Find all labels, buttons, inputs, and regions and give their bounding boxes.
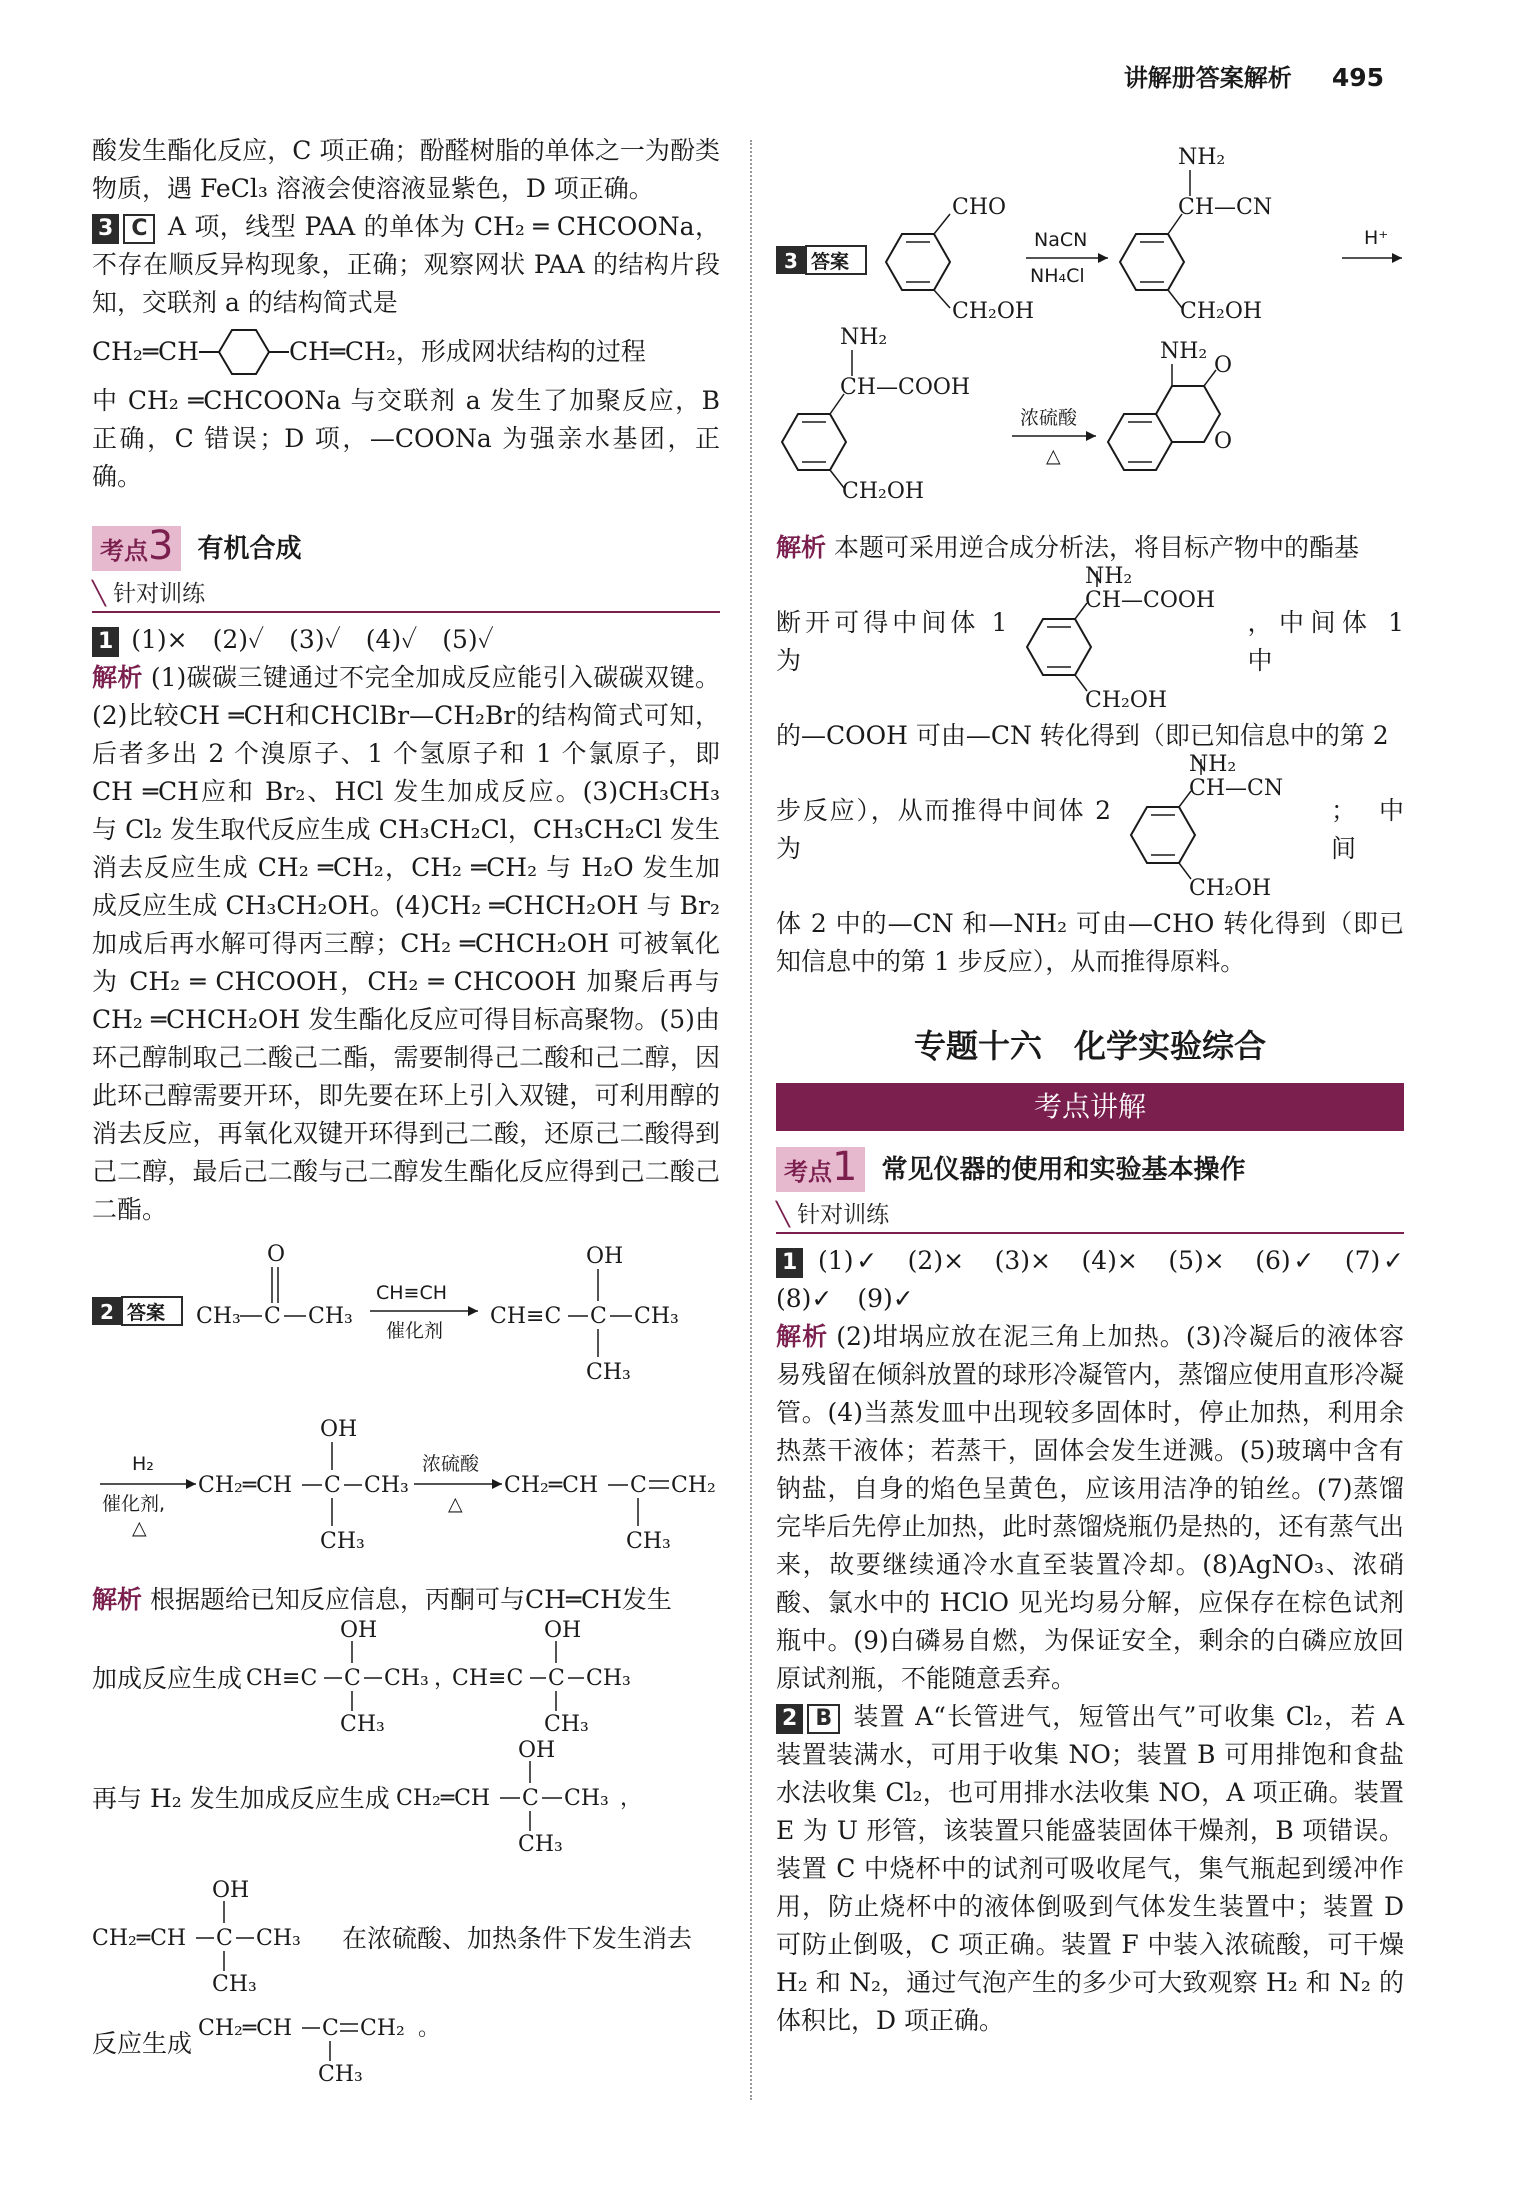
crosslinker-formula	[92, 322, 720, 382]
question-number: 1	[92, 627, 119, 657]
svg-text:浓硫酸: 浓硫酸	[1020, 407, 1078, 429]
intermediate-2-structure	[1111, 752, 1331, 905]
svg-text:CH₂═CH: CH₂═CH	[198, 2016, 293, 2041]
svg-text:OH: OH	[517, 1738, 555, 1763]
svg-text:H₂: H₂	[132, 1453, 154, 1475]
explanation-formulas-2: 再与 H₂ 发生加成反应生成 CH₂═CH C OH CH₃ CH₃ ，	[92, 1739, 720, 1859]
benzene-ring-icon	[199, 326, 289, 378]
header-title: 讲解册答案解析	[1123, 64, 1292, 92]
question-2-answer	[92, 1239, 720, 1581]
svg-text:OH: OH	[544, 1618, 582, 1643]
kaodian-tag: 考点3	[92, 526, 181, 571]
svg-text:答案: 答案	[811, 251, 850, 273]
section-title: 有机合成	[197, 533, 302, 564]
svg-text:CH₂═CH: CH₂═CH	[92, 1926, 187, 1951]
svg-text:△: △	[448, 1493, 463, 1515]
svg-text:CH—CN: CH—CN	[1178, 195, 1273, 220]
intermediate-2-line: 步反应），从而推得中间体 2 为 CH—CN NH₂ CH₂OH ；中间	[776, 755, 1404, 905]
question-text: A 项，线型 PAA 的单体为 CH₂ ═ CHCOONa，不存在顺反异构现象，正确；观察网状 PAA 的结构片段知，交联剂 a 的结构简式是	[92, 212, 720, 317]
svg-text:。: 。	[418, 2016, 441, 2041]
question-1-answers: 1 (1)× (2)✓ (3)✓ (4)✓ (5)✓	[92, 621, 720, 659]
svg-text:OH: OH	[586, 1244, 624, 1269]
synthesis-route	[776, 118, 1404, 518]
formula-left: CH₂═CH	[92, 337, 199, 366]
svg-text:NH₂: NH₂	[1160, 339, 1208, 364]
question-3-block	[92, 208, 720, 322]
svg-text:浓硫酸: 浓硫酸	[422, 1453, 480, 1475]
explanation-formulas-4: 反应生成 CH₂═CH C CH₃ CH₂ 。	[92, 1999, 720, 2089]
question-1-explanation: 解析 (1)碳碳三键通过不完全加成反应能引入碳碳双键。(2)比较CH ═CH和CHClBr—CH₂Br的结构简式可知，后者多出 2 个溴原子、1 个氢原子和 1 个氯原子，即 CH ═CH应和 Br₂、HCl 发生加成反应。(3)CH₃CH₃ 与 Cl₂ 发生取代反应生成 CH₃CH₂Cl，CH₃CH₂Cl 发生消去反应生成 CH₂ ═CH₂，CH₂ ═CH₂ 与 H₂O 发生加成反应生成 CH₃CH₂OH。(4)CH₂ ═CHCH₂OH 与 Br₂ 加成后再水解可得丙三醇；CH₂ ═CHCH₂OH 可被氧化为 CH₂ ═ CHCOOH，CH₂ ═ CHCOOH 加聚后再与 CH₂ ═CHCH₂OH 发生酯化反应可得目标高聚物。(5)由环己醇制取己二酸己二酯，需要制得己二酸和己二醇，因此环己醇需要开环，即先要在环上引入双键，可利用醇的消去反应，再氧化双键开环得到己二酸，还原己二酸得到己二醇，最后己二酸与己二醇发生酯化反应得到己二酸己二酯。	[92, 663, 720, 1224]
svg-text:NH₂: NH₂	[1178, 145, 1226, 170]
question-2-explanation: 解析 根据题给已知反应信息，丙酮可与CH═CH发生	[92, 1585, 672, 1614]
formula-right: CH═CH₂，形成网状结构的过程	[288, 337, 646, 366]
svg-text:△: △	[132, 1517, 147, 1539]
svg-text:NH₂: NH₂	[1189, 752, 1237, 777]
svg-text:CH₂═CH: CH₂═CH	[198, 1473, 293, 1498]
svg-text:C: C	[216, 1926, 233, 1951]
svg-text:CH₃: CH₃	[634, 1304, 679, 1329]
explanation-label: 解析	[92, 1585, 143, 1614]
svg-text:NH₂: NH₂	[840, 325, 888, 350]
svg-text:CH₃: CH₃	[517, 1832, 563, 1857]
question-1-explanation: 解析 (2)坩埚应放在泥三角上加热。(3)冷凝后的液体容易残留在倾斜放置的球形冷凝管内，蒸馏应使用直形冷凝管。(4)当蒸发皿中出现较多固体时，停止加热，利用余热蒸干液体；若蒸干，固体会发生迸溅。(5)玻璃中含有钠盐，自身的焰色呈黄色，应该用洁净的铂丝。(7)蒸馏完毕后先停止加热，此时蒸馏烧瓶仍是热的，还有蒸气出来，故要继续通冷水直至装置冷却。(8)AgNO₃、浓硝酸、氯水中的 HClO 见光均易分解，应保存在棕色试剂瓶中。(9)白磷易自燃，为保证安全，剩余的白磷应放回原试剂瓶，不能随意丢弃。	[776, 1322, 1404, 1693]
svg-text:CH≡C: CH≡C	[490, 1304, 562, 1329]
diene-formula	[192, 1999, 472, 2089]
svg-text:催化剂: 催化剂	[386, 1320, 444, 1342]
intermediate-2-note: 体 2 中的—CN 和—NH₂ 可由—CHO 转化得到（即已知信息中的第 1 步反应），从而推得原料。	[776, 909, 1404, 976]
question-number: 2	[776, 1704, 803, 1734]
svg-text:CH—COOH: CH—COOH	[840, 375, 971, 400]
svg-text:OH: OH	[340, 1618, 378, 1643]
practice-label: ╲ 针对训练	[92, 577, 720, 613]
svg-text:CH—CN: CH—CN	[1189, 776, 1284, 801]
svg-text:CH≡C: CH≡C	[246, 1666, 318, 1691]
svg-text:O: O	[1214, 353, 1233, 378]
svg-text:CH₂OH: CH₂OH	[1180, 299, 1263, 324]
explanation-label: 解析	[776, 533, 827, 562]
left-column	[92, 132, 720, 2089]
svg-text:C: C	[590, 1304, 607, 1329]
svg-text:O: O	[267, 1242, 286, 1267]
question-number: 1	[776, 1248, 803, 1278]
question-text-continued: 中 CH₂ ═CHCOONa 与交联剂 a 发生了加聚反应，B 正确，C 错误；D 项，—COONa 为强亲水基团，正确。	[92, 386, 720, 491]
svg-text:CH₃: CH₃	[563, 1786, 609, 1811]
svg-text:CH₂═CH: CH₂═CH	[504, 1473, 599, 1498]
reaction-scheme-2	[92, 1417, 720, 1570]
svg-text:CH₃: CH₃	[586, 1666, 631, 1691]
svg-text:CH₃: CH₃	[256, 1926, 301, 1951]
intermediate-1-structure	[1007, 564, 1247, 717]
svg-text:NH₄Cl: NH₄Cl	[1030, 265, 1085, 287]
svg-text:C: C	[548, 1666, 565, 1691]
reaction-scheme-1	[92, 1239, 720, 1449]
explanation-label: 解析	[776, 1322, 829, 1351]
svg-text:△: △	[1046, 445, 1061, 467]
svg-text:，: ，	[619, 1786, 642, 1811]
topic-title: 专题十六 化学实验综合	[913, 1027, 1266, 1065]
question-2-block: 2 B 装置 A“长管进气，短管出气”可收集 Cl₂，若 A 装置装满水，可用于收集 NO；装置 B 可用排饱和食盐水法收集 Cl₂，也可用排水法收集 NO，A 项正确。装置 E 为 U 形管，该装置只能盛装固体干燥剂，B 项错误。装置 C 中烧杯中的试剂可吸收尾气，集气瓶起到缓冲作用，防止烧杯中的液体倒吸到气体发生装置中；装置 D 可防止倒吸，C 项正确。装置 F 中装入浓硫酸，可干燥 H₂ 和 N₂，通过气泡产生的多少可大致观察 H₂ 和 N₂ 的体积比，D 项正确。	[776, 1702, 1404, 2035]
svg-text:CH₂OH: CH₂OH	[1189, 876, 1272, 901]
svg-text:CH₃: CH₃	[318, 2062, 363, 2087]
svg-text:CH₃: CH₃	[544, 1712, 589, 1737]
svg-text:CH₃: CH₃	[586, 1360, 631, 1385]
explanation-formulas-1: 加成反应生成 CH≡C C OH CH₃ CH₃ ， CH≡C C OH CH₃ CH₃	[92, 1618, 631, 1737]
svg-text:CH₃: CH₃	[212, 1972, 257, 1997]
question-3-explanation: 解析 本题可采用逆合成分析法，将目标产物中的酯基	[776, 533, 1360, 562]
svg-text:CH₃: CH₃	[308, 1304, 353, 1329]
right-column	[776, 118, 1430, 2040]
svg-text:催化剂,: 催化剂,	[102, 1493, 166, 1515]
svg-text:CH₃: CH₃	[320, 1529, 365, 1554]
section-heading-kaodian-3	[92, 523, 720, 571]
svg-text:C: C	[630, 1473, 647, 1498]
svg-text:H⁺: H⁺	[1364, 227, 1389, 249]
page-number: 495	[1331, 63, 1384, 92]
allylic-alcohol-formula	[390, 1739, 690, 1859]
svg-text:CH₃: CH₃	[196, 1304, 241, 1329]
kaodian-tag: 考点1	[776, 1147, 865, 1192]
svg-text:O: O	[1214, 429, 1233, 454]
section-heading-kaodian-1	[776, 1144, 1404, 1192]
answer-badge: C	[123, 214, 155, 244]
question-1-answers: 1 (1)✓ (2)× (3)× (4)× (5)× (6)✓ (7)✓ (8)✓ (9)✓	[776, 1246, 1430, 1313]
svg-text:CH₂OH: CH₂OH	[1085, 688, 1168, 713]
explanation-formulas-3: CH₂═CH C OH CH₃ CH₃ 在浓硫酸、加热条件下发生消去	[92, 1878, 693, 1997]
page-header	[1124, 58, 1384, 93]
svg-text:2: 2	[100, 1300, 114, 1324]
svg-text:CH₂: CH₂	[671, 1473, 716, 1498]
answer-badge: B	[807, 1704, 840, 1734]
intermediate-formulas	[242, 1618, 631, 1739]
svg-text:C: C	[344, 1666, 361, 1691]
svg-text:3: 3	[784, 249, 798, 273]
section-title: 常见仪器的使用和实验基本操作	[881, 1154, 1246, 1185]
svg-text:CH₂OH: CH₂OH	[952, 299, 1035, 324]
section-bar: 考点讲解	[776, 1083, 1404, 1131]
svg-text:答案: 答案	[127, 1302, 166, 1324]
svg-text:C: C	[322, 2016, 339, 2041]
svg-text:CHO: CHO	[952, 195, 1007, 220]
svg-text:NaCN: NaCN	[1034, 229, 1088, 251]
column-divider	[750, 140, 752, 2100]
explanation-label: 解析	[92, 663, 143, 692]
svg-text:CH≡CH: CH≡CH	[376, 1282, 448, 1304]
svg-text:CH₂OH: CH₂OH	[842, 479, 925, 504]
svg-text:CH₂: CH₂	[360, 2016, 405, 2041]
allylic-alcohol-formula-2	[92, 1879, 342, 1999]
question-number: 3	[92, 214, 119, 244]
svg-text:CH—COOH: CH—COOH	[1085, 588, 1216, 613]
intermediate-1-line: 断开可得中间体 1 为 CH—COOH NH₂ CH₂OH ，中间体 1 中	[776, 567, 1404, 717]
svg-text:C: C	[264, 1304, 281, 1329]
svg-text:C: C	[521, 1786, 539, 1811]
practice-label: ╲ 针对训练	[776, 1198, 1404, 1234]
svg-text:CH₃: CH₃	[626, 1529, 671, 1554]
intermediate-1-note: 的—COOH 可由—CN 转化得到（即已知信息中的第 2	[776, 721, 1389, 750]
svg-text:，: ，	[434, 1666, 457, 1691]
svg-text:OH: OH	[212, 1878, 250, 1903]
svg-text:CH₃: CH₃	[364, 1473, 409, 1498]
svg-text:C: C	[324, 1473, 341, 1498]
paragraph-continuation: 酸发生酯化反应，C 项正确；酚醛树脂的单体之一为酚类物质，遇 FeCl₃ 溶液会使溶液显紫色，D 项正确。	[92, 136, 720, 203]
svg-text:CH≡C: CH≡C	[452, 1666, 524, 1691]
svg-text:NH₂: NH₂	[1085, 564, 1133, 589]
svg-text:CH₂═CH: CH₂═CH	[395, 1786, 490, 1811]
svg-text:CH₃: CH₃	[340, 1712, 385, 1737]
svg-text:CH₃: CH₃	[384, 1666, 429, 1691]
svg-text:OH: OH	[320, 1417, 358, 1442]
